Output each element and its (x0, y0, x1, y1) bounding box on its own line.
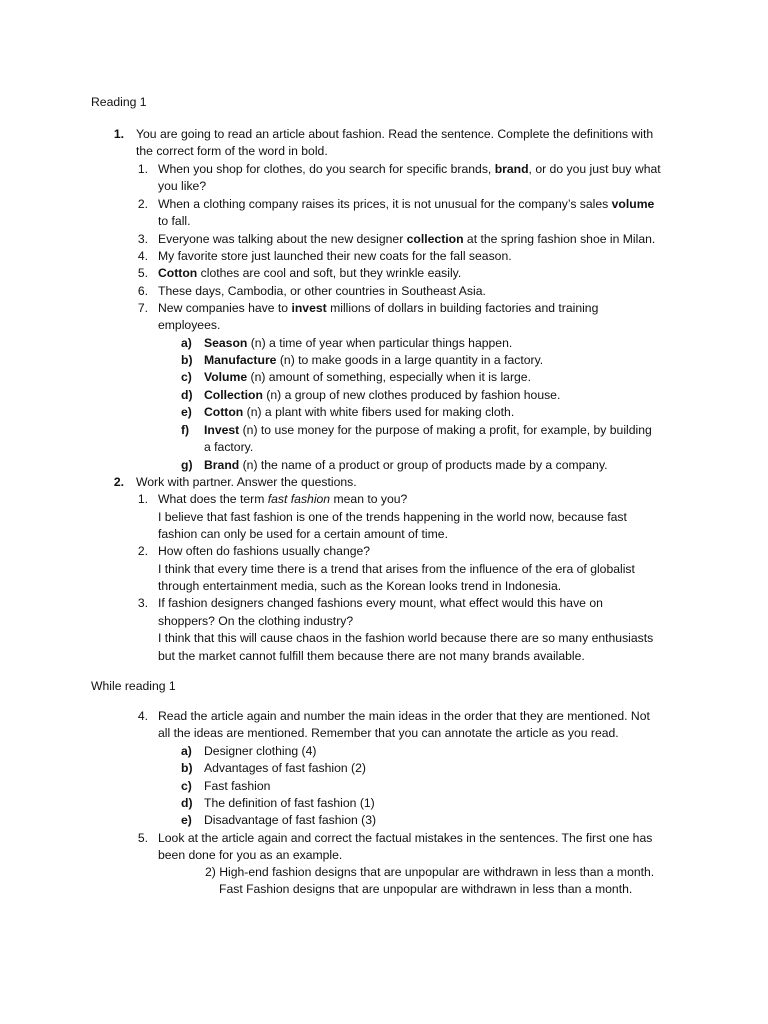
definition-letter: c) (181, 370, 192, 384)
q5-example-mistake: 2) High-end fashion designs that are unpopular are withdrawn in less than a month. (205, 865, 655, 879)
idea-c: Fast fashion (204, 779, 271, 793)
definition-letter: f) (181, 423, 190, 437)
definition-b: Manufacture (n) to make goods in a large quantity in a factory. (204, 353, 544, 367)
sentence-2-line2: to fall. (158, 214, 191, 228)
definition-f-line1: Invest (n) to use money for the purpose of making a profit, for example, by building (204, 423, 652, 437)
q4-number: 4. (137, 709, 148, 723)
sentence-number: 5. (137, 266, 148, 280)
q2-item-3-question-line1: If fashion designers changed fashions every mount, what effect would this have on (158, 596, 603, 610)
sentence-7-line1: New companies have to invest millions of dollars in building factories and training (158, 301, 599, 315)
q2-item-2-answer-line2: through entertainment media, such as the Korean looks trend in Indonesia. (158, 579, 562, 593)
definition-letter: b) (181, 353, 193, 367)
idea-d: The definition of fast fashion (1) (204, 796, 375, 810)
while-reading-heading: While reading 1 (91, 679, 176, 693)
sentence-2-line1: When a clothing company raises its prices, it is not unusual for the company’s sales volume (158, 197, 655, 211)
sentence-number: 2. (137, 197, 148, 211)
definition-f-line2: a factory. (204, 440, 254, 454)
q2-item-number: 2. (137, 544, 148, 558)
idea-letter: b) (181, 761, 193, 775)
definition-letter: g) (181, 458, 193, 472)
sentence-4: My favorite store just launched their new coats for the fall season. (158, 249, 512, 263)
q5-line2: been done for you as an example. (158, 848, 343, 862)
idea-a: Designer clothing (4) (204, 744, 317, 758)
idea-letter: c) (181, 779, 192, 793)
q2-item-1-question: What does the term fast fashion mean to you? (158, 492, 408, 506)
sentence-5: Cotton clothes are cool and soft, but they wrinkle easily. (158, 266, 462, 280)
q2-number: 2. (113, 475, 124, 489)
sentence-3: Everyone was talking about the new designer collection at the spring fashion shoe in Milan. (158, 232, 656, 246)
definition-c: Volume (n) amount of something, especially when it is large. (204, 370, 531, 384)
definition-letter: a) (181, 336, 192, 350)
q1-intro-line2: the correct form of the word in bold. (136, 144, 328, 158)
q2-item-1-answer-line1: I believe that fast fashion is one of the trends happening in the world now, because fast (158, 510, 627, 524)
sentence-number: 4. (137, 249, 148, 263)
sentence-7-line2: employees. (158, 318, 221, 332)
definition-letter: e) (181, 405, 192, 419)
definition-g: Brand (n) the name of a product or group of products made by a company. (204, 458, 608, 472)
sentence-1-line1: When you shop for clothes, do you search for specific brands, brand, or do you just buy what (158, 162, 661, 176)
q2-item-3-answer-line2: but the market cannot fulfill them because there are not many brands available. (158, 649, 585, 663)
q2-item-3-question-line2: shoppers? On the clothing industry? (158, 614, 354, 628)
idea-letter: e) (181, 813, 192, 827)
q2-item-2-question: How often do fashions usually change? (158, 544, 371, 558)
sentence-number: 1. (137, 162, 148, 176)
q5-number: 5. (137, 831, 148, 845)
q2-item-number: 3. (137, 596, 148, 610)
q4-line1: Read the article again and number the main ideas in the order that they are mentioned. Not (158, 709, 650, 723)
idea-b: Advantages of fast fashion (2) (204, 761, 366, 775)
idea-letter: d) (181, 796, 193, 810)
q1-number: 1. (113, 127, 124, 141)
idea-e: Disadvantage of fast fashion (3) (204, 813, 377, 827)
sentence-number: 3. (137, 232, 148, 246)
reading-heading: Reading 1 (91, 95, 147, 109)
definition-letter: d) (181, 388, 193, 402)
sentence-number: 6. (137, 284, 148, 298)
definition-e: Cotton (n) a plant with white fibers used for making cloth. (204, 405, 515, 419)
sentence-number: 7. (137, 301, 148, 315)
sentence-1-line2: you like? (158, 179, 207, 193)
definition-d: Collection (n) a group of new clothes produced by fashion house. (204, 388, 561, 402)
q5-line1: Look at the article again and correct the factual mistakes in the sentences. The first one has (158, 831, 653, 845)
q2-item-1-answer-line2: fashion can only be used for a certain amount of time. (158, 527, 448, 541)
q4-line2: all the ideas are mentioned. Remember that you can annotate the article as you read. (158, 726, 619, 740)
q2-intro: Work with partner. Answer the questions. (136, 475, 357, 489)
q2-item-number: 1. (137, 492, 148, 506)
q5-example-correction: Fast Fashion designs that are unpopular are withdrawn in less than a month. (219, 882, 633, 896)
q1-intro-line1: You are going to read an article about fashion. Read the sentence. Complete the definitions with (136, 127, 654, 141)
definition-a: Season (n) a time of year when particular things happen. (204, 336, 513, 350)
sentence-6: These days, Cambodia, or other countries in Southeast Asia. (158, 284, 486, 298)
idea-letter: a) (181, 744, 192, 758)
q2-item-2-answer-line1: I think that every time there is a trend that arises from the influence of the era of globalist (158, 562, 635, 576)
q2-item-3-answer-line1: I think that this will cause chaos in the fashion world because there are so many enthusiasts (158, 631, 654, 645)
